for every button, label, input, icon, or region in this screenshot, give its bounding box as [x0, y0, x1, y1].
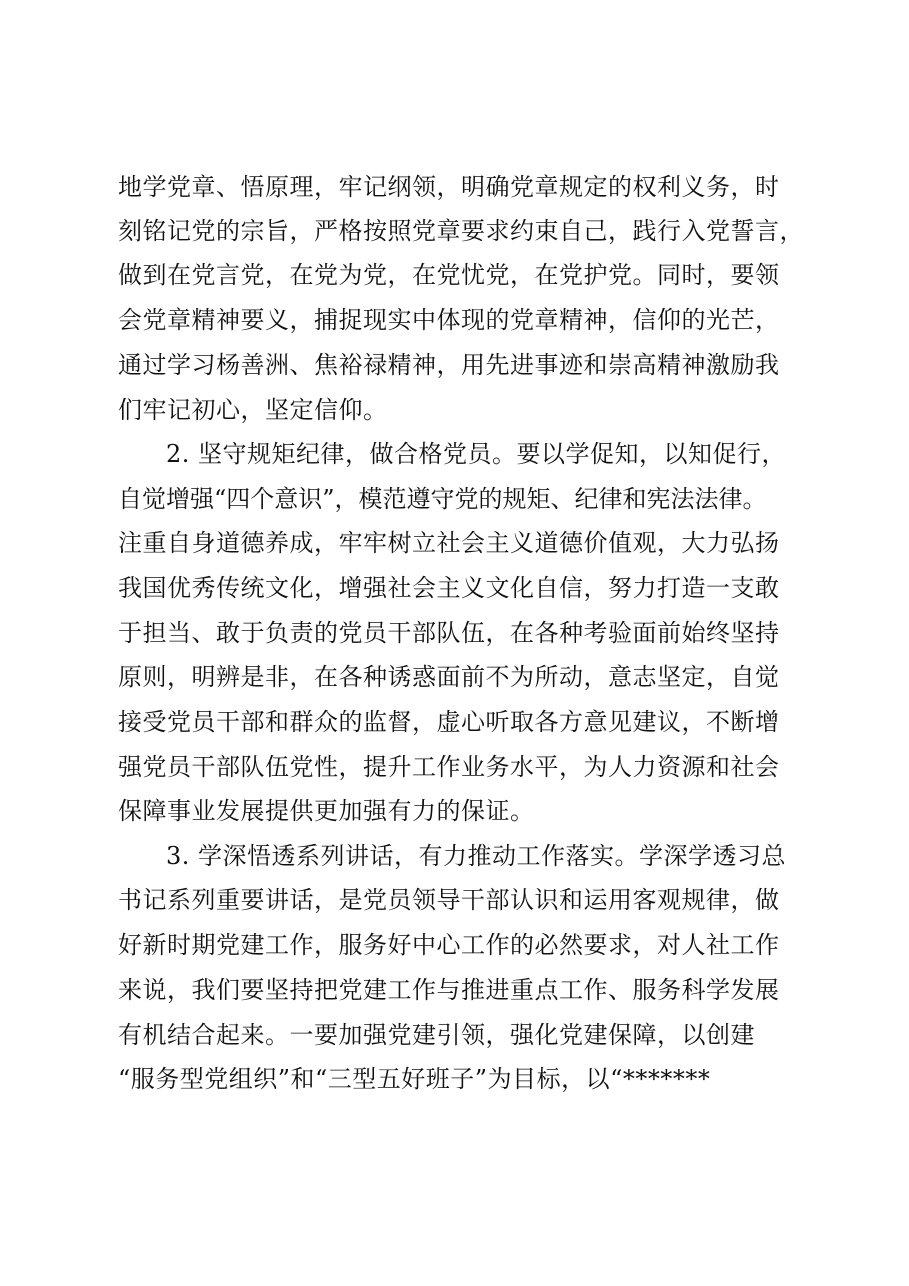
text-line: “服务型党组织”和“三型五好班子”为目标，以“*******	[118, 1065, 711, 1093]
text-line: 做到在党言党，在党为党，在党忧党，在党护党。同时，要领	[118, 261, 780, 289]
text-line: 保障事业发展提供更加强有力的保证。	[118, 797, 535, 825]
text-line: 自觉增强“四个意识”，模范遵守党的规矩、纪律和宪法法律。	[118, 485, 767, 513]
text-line: 有机结合起来。一要加强党建引领，强化党建保障，以创建	[118, 1021, 755, 1049]
text-line: 原则，明辨是非，在各种诱惑面前不为所动，意志坚定，自觉	[118, 663, 780, 691]
text-line: 通过学习杨善洲、焦裕禄精神，用先进事迹和崇高精神激励我	[118, 351, 780, 379]
text-line: 们牢记初心，坚定信仰。	[118, 396, 388, 424]
text-line: 地学党章、悟原理，牢记纲领，明确党章规定的权利义务，时	[118, 173, 780, 201]
text-line: 会党章精神要义，捕捉现实中体现的党章精神，信仰的光芒，	[118, 306, 780, 334]
text-line: 2. 坚守规矩纪律，做合格党员。要以学促知，以知促行，	[166, 440, 787, 468]
text-line: 于担当、敢于负责的党员干部队伍，在各种考验面前始终坚持	[118, 619, 780, 647]
text-line: 接受党员干部和群众的监督，虚心听取各方意见建议，不断增	[118, 708, 780, 736]
text-line: 刻铭记党的宗旨，严格按照党章要求约束自己，践行入党誓言，	[118, 217, 804, 245]
text-line: 我国优秀传统文化，增强社会主义文化自信，努力打造一支敢	[118, 574, 780, 602]
text-line: 来说，我们要坚持把党建工作与推进重点工作、服务科学发展	[118, 976, 780, 1004]
text-line: 强党员干部队伍党性，提升工作业务水平，为人力资源和社会	[118, 753, 780, 781]
text-line: 注重自身道德养成，牢牢树立社会主义道德价值观，大力弘扬	[118, 529, 780, 557]
text-line: 3. 学深悟透系列讲话，有力推动工作落实。学深学透习总	[166, 842, 787, 870]
text-line: 好新时期党建工作，服务好中心工作的必然要求，对人社工作	[118, 931, 780, 959]
text-line: 书记系列重要讲话，是党员领导干部认识和运用客观规律，做	[118, 886, 780, 914]
